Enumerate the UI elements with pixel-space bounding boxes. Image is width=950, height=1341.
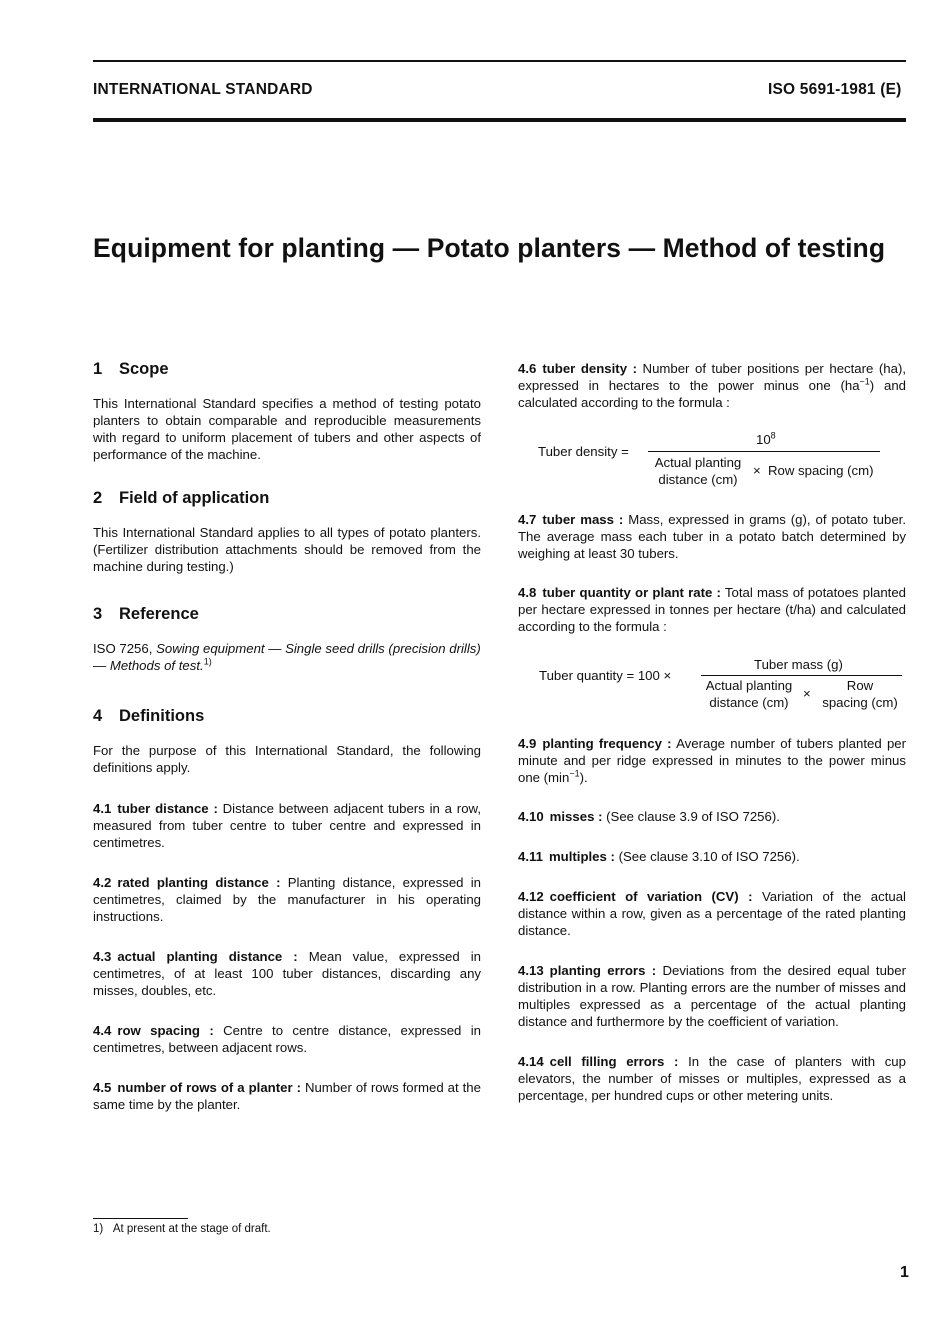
formula-tuber-quantity-denominator-distance: Actual planting distance (cm) [705,678,793,710]
formula-tuber-density-fraction-bar [648,451,880,452]
formula-tuber-density-times: × [753,463,761,478]
header-document-id: ISO 5691-1981 (E) [768,81,902,98]
header-standard-label: INTERNATIONAL STANDARD [93,81,313,98]
footnote-rule [93,1218,188,1219]
page-number: 1 [900,1264,909,1281]
top-rule [93,60,906,62]
definition-4-14: 4.14 cell filling errors : In the case of planters with cup elevators, the number of misses or multiples, expressed as a percentage, per hundred cups or other metering units. [518,1054,906,1103]
formula-tuber-quantity-fraction-bar [701,675,902,676]
header-rule [93,118,906,122]
formula-tuber-density-denominator-spacing: Row spacing (cm) [768,463,874,478]
definition-4-7: 4.7 tuber mass : Mass, expressed in grams (g), of potato tuber. The average mass each tuber in a potato batch determined by weighing at least 30 tubers. [518,512,906,561]
formula-tuber-density-numerator: $10^8$ [756,430,776,447]
section-heading-definitions: 4 Definitions [93,707,205,725]
page-title: Equipment for planting — Potato planters — Method of testing [93,233,886,263]
definition-4-9: 4.9 planting frequency : Average number of tubers planted per minute and per ridge expressed in minutes to the power minus one $(\min^{-1})$. [518,736,907,785]
right-column-top [518,360,906,411]
formula-tuber-quantity-times: × [803,686,811,701]
definition-4-1: 4.1 tuber distance : Distance between adjacent tubers in a row, measured from tuber centre to tuber centre and expressed in centimetres. [93,801,481,850]
definition-4-13: 4.13 planting errors : Deviations from the desired equal tuber distribution in a row. Planting errors are the number of misses and multiples expressed as a percentage of the actual planting distance and furthermore by the coefficient of variation. [518,963,906,1029]
definitions-intro: For the purpose of this International Standard, the following definitions apply. [93,743,481,775]
footnote-reference: 1) [203,656,212,667]
formula-tuber-density-denominator-distance: Actual planting distance (cm) [654,455,742,487]
definition-4-11: 4.11 multiples : (See clause 3.10 of ISO 7256). [518,849,800,864]
reference-text: ISO 7256, Sowing equipment — Single seed drills (precision drills) — Methods of test.$^{1)}$ [93,641,481,673]
definition-4-5: 4.5 number of rows of a planter : Number of rows formed at the same time by the planter. [93,1080,481,1112]
definition-4-6: 4.6 tuber density : Number of tuber positions per hectare (ha), expressed in hectares to the power minus one $(ha^{-1})$ and calculated according to the formula : [518,361,907,410]
definition-4-4: 4.4 row spacing : Centre to centre distance, expressed in centimetres, between adjacent rows. [93,1023,481,1055]
formula-tuber-quantity-lhs: Tuber quantity = 100 × [539,668,672,683]
formula-tuber-quantity-numerator: Tuber mass (g) [754,657,843,672]
footnote: 1) At present at the stage of draft. [93,1223,271,1235]
scope-text: This International Standard specifies a method of testing potato planters to obtain comparable and reproducible measurements with regard to uniform placement of tubers and other aspects of performance of the machine. [93,396,481,462]
field-of-application-text: This International Standard applies to all types of potato planters. (Fertilizer distribution attachments should be removed from the machine during testing.) [93,525,481,574]
formula-tuber-density-lhs: Tuber density = [538,444,629,459]
left-column [93,359,481,1113]
formula-tuber-quantity-denominator-spacing: Row spacing (cm) [822,678,898,710]
definition-4-3: 4.3 actual planting distance : Mean value, expressed in centimetres, of at least 100 tuber distances, discarding any misses, doubles, etc. [93,949,482,998]
definition-4-12: 4.12 coefficient of variation (CV) : Variation of the actual distance within a row, given as a percentage of the rated planting distance. [518,889,906,938]
right-column-middle [518,511,906,635]
section-heading-reference: 3 Reference [93,605,199,623]
section-heading-scope: 1 Scope [93,360,169,378]
right-column-bottom [518,735,906,1104]
definition-4-10: 4.10 misses : (See clause 3.9 of ISO 7256). [518,809,780,824]
definition-4-8: 4.8 tuber quantity or plant rate : Total mass of potatoes planted per hectare expressed in tonnes per hectare (t/ha) and calculated according to the formula : [518,585,906,634]
definition-4-2: 4.2 rated planting distance : Planting distance, expressed in centimetres, claimed by the manufacturer in his operating instructions. [93,875,481,924]
section-heading-field-of-application: 2 Field of application [93,489,270,507]
